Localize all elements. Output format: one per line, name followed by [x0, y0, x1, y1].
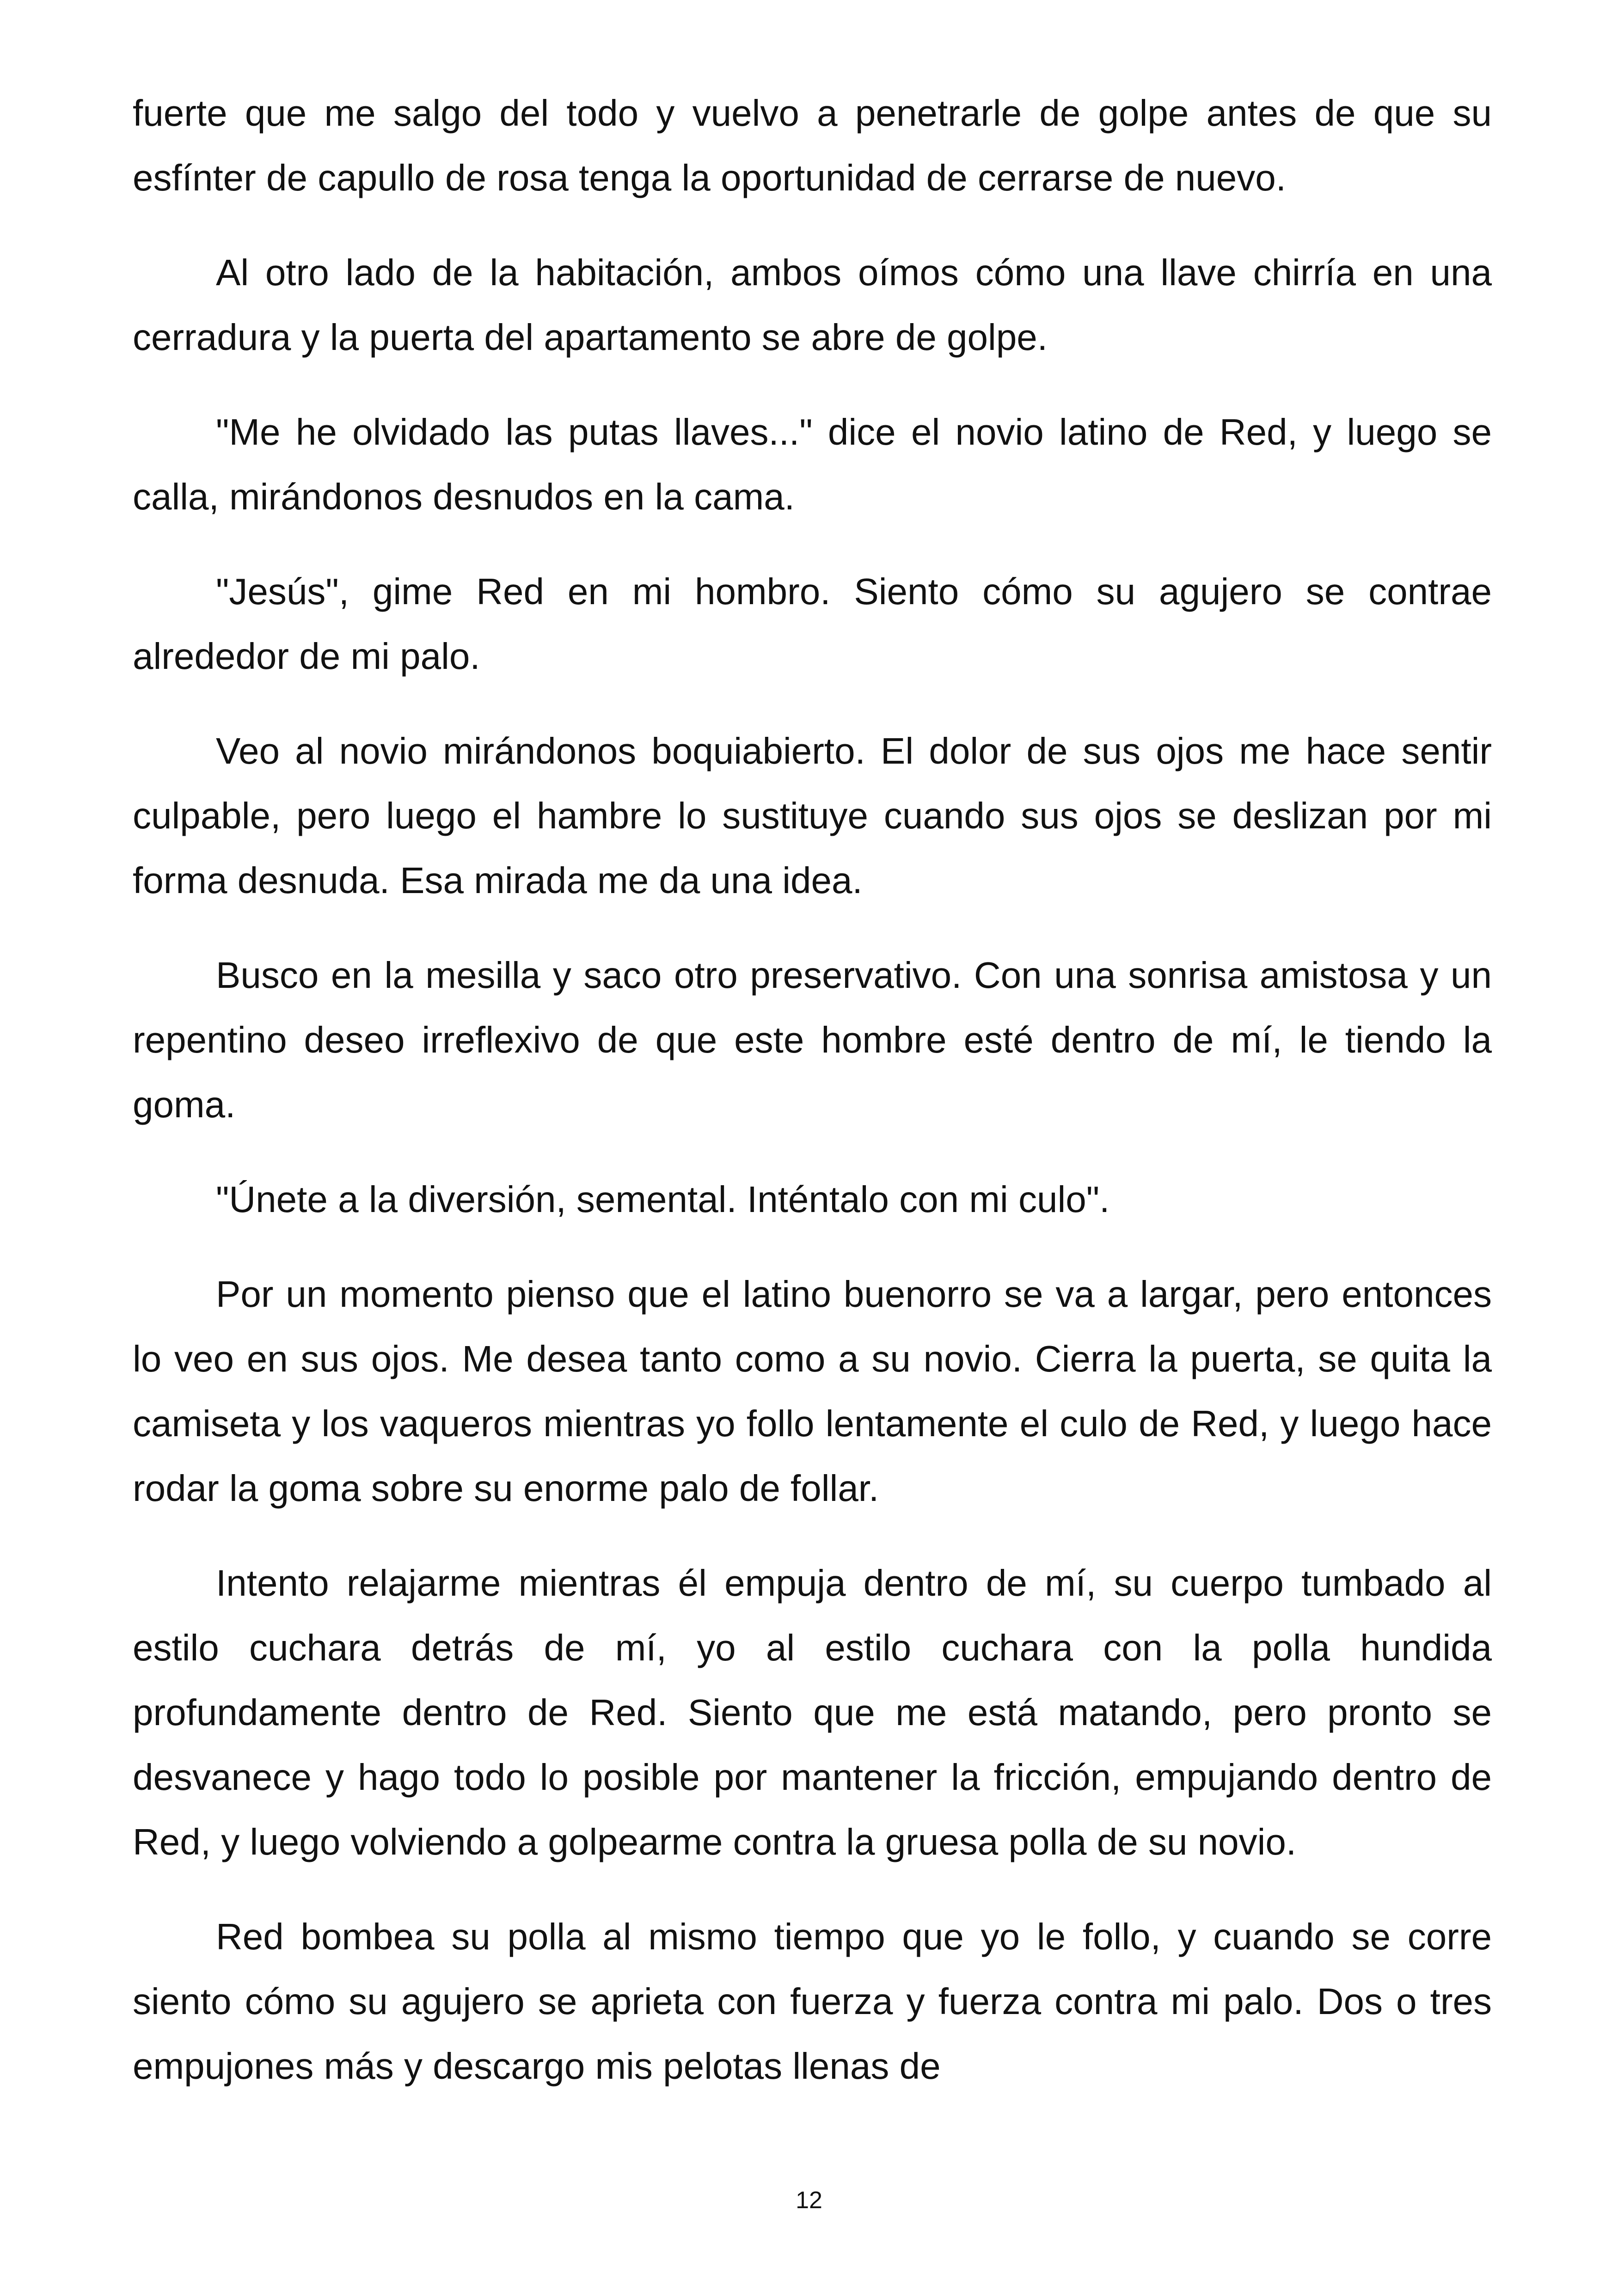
paragraph-1: fuerte que me salgo del todo y vuelvo a penetrarle de golpe antes de que su esfínter de capullo de rosa tenga la oportunidad de cerrarse de nuevo. [133, 92, 1492, 198]
paragraph-10: Red bombea su polla al mismo tiempo que yo le follo, y cuando se corre siento cómo su agujero se aprieta con fuerza y fuerza contra mi palo. Dos o tres empujones más y descargo mis pelotas llenas de [133, 1916, 1492, 2087]
paragraph-4: "Jesús", gime Red en mi hombro. Siento cómo su agujero se contrae alrededor de mi palo. [133, 571, 1492, 677]
paragraph-2: Al otro lado de la habitación, ambos oímos cómo una llave chirría en una cerradura y la puerta del apartamento se abre de golpe. [133, 252, 1492, 358]
paragraph-5: Veo al novio mirándonos boquiabierto. El dolor de sus ojos me hace sentir culpable, pero luego el hambre lo sustituye cuando sus ojos se deslizan por mi forma desnuda. Esa mirada me da una idea. [133, 730, 1492, 901]
paragraph-7: "Únete a la diversión, semental. Inténtalo con mi culo". [216, 1179, 1110, 1220]
paragraph-9: Intento relajarme mientras él empuja dentro de mí, su cuerpo tumbado al estilo cuchara detrás de mí, yo al estilo cuchara con la polla hundida profundamente dentro de Red. Siento que me está matando, pero pronto se desvanece y hago todo lo posible por mantener la fricción, empujando dentro de Red, y luego volviendo a golpearme contra la gruesa polla de su novio. [133, 1562, 1492, 1862]
paragraph-8: Por un momento pienso que el latino buenorro se va a largar, pero entonces lo veo en sus ojos. Me desea tanto como a su novio. Cierra la puerta, se quita la camiseta y los vaqueros mientras yo follo lentamente el culo de Red, y luego hace rodar la goma sobre su enorme palo de follar. [133, 1274, 1492, 1509]
body-text [133, 81, 1492, 2099]
page-number: 12 [796, 2187, 822, 2214]
paragraph-3: "Me he olvidado las putas llaves..." dice el novio latino de Red, y luego se calla, mirándonos desnudos en la cama. [133, 411, 1492, 517]
paragraph-6: Busco en la mesilla y saco otro preservativo. Con una sonrisa amistosa y un repentino deseo irreflexivo de que este hombre esté dentro de mí, le tiendo la goma. [133, 955, 1492, 1125]
